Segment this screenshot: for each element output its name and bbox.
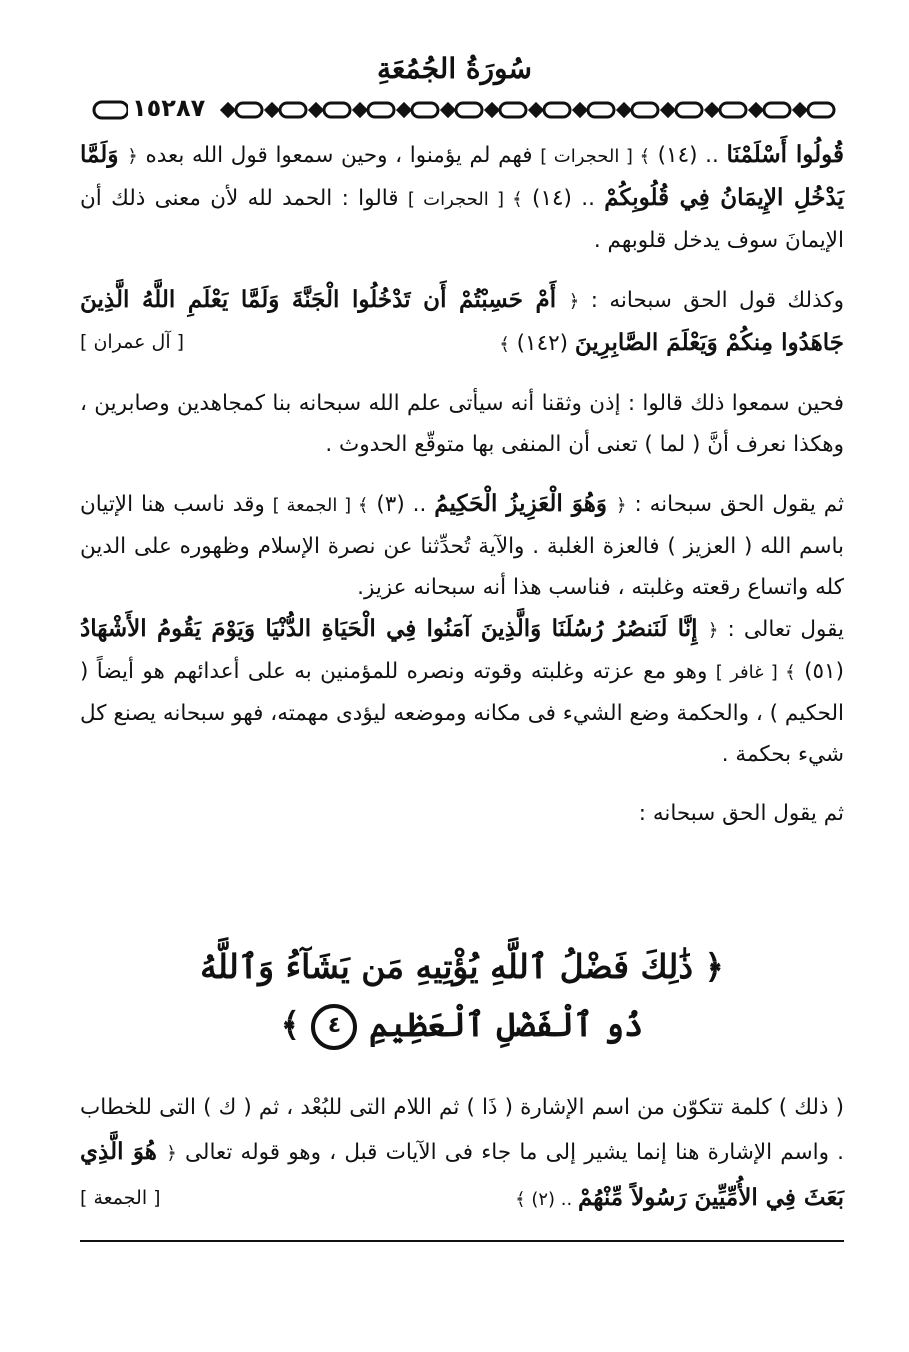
ornament-link [588, 103, 614, 117]
ornament-diamond [618, 104, 630, 116]
segment-text: .. (١٤) [522, 186, 605, 211]
verse-line-2: ذُو ٱلْفَضْلِ ٱلْعَظِيمِ [368, 1005, 644, 1044]
main-text [80, 134, 844, 834]
ornament-diamond [398, 104, 410, 116]
ornament-link [764, 103, 790, 117]
closing-text [80, 1086, 844, 1222]
ornament-diamond [750, 104, 762, 116]
ornament-diamond [530, 104, 542, 116]
segment-text: قالوا : الحمد لله لأن معنى ذلك أن الإيمانَ سوف يدخل قلوبهم . [80, 186, 844, 253]
ornament-link [236, 103, 262, 117]
ornament-link [500, 103, 526, 117]
segment-ref: ﴿ [127, 146, 138, 167]
segment-text: وكذلك قول الحق سبحانه : [579, 288, 844, 313]
quran-close-bracket: ﴾ [515, 1189, 526, 1210]
closing-text-1: ( ذلك ) كلمة تتكوّن من اسم الإشارة ( ذَا ) ثم اللام التى للبُعْد ، ثم ( ك ) التى للخطاب . واسم الإشارة هنا إنما يشير إلى ما جاء فى الآيات قبل ، وهو قوله تعالى [80, 1095, 845, 1165]
segment-ref: ﴾ [499, 334, 510, 355]
surah-reference: [ الجمعة ] [80, 1187, 161, 1209]
segment-ref: ﴾ [ الحجرات ] [540, 146, 651, 167]
ornament-link [280, 103, 306, 117]
paragraph-3 [80, 383, 844, 465]
segment-ref: ﴾ [ غافر ] [715, 662, 796, 683]
ornament-link [324, 103, 350, 117]
paragraph-6 [80, 793, 844, 834]
ornament-diamond [222, 104, 234, 116]
segment-text: يقول تعالى : [718, 617, 844, 642]
ornament-link [456, 103, 482, 117]
closing-paragraph [80, 1086, 844, 1222]
verse-line-2-wrap [80, 996, 844, 1054]
paragraph-4 [80, 483, 844, 608]
segment-quran: وَهُوَ الْعَزِيزُ الْحَكِيمُ [434, 490, 617, 517]
footer-rule [80, 1240, 844, 1242]
segment-quran: وَلَمَّا يَدْخُلِ الإِيمَانُ فِي قُلُوبِكُمْ [80, 141, 844, 211]
verse-line-1: ﴿ ذَٰلِكَ فَضْلُ ٱللَّهِ يُؤْتِيهِ مَن يَشَآءُ وَٱللَّهُ [200, 947, 724, 986]
segment-text: ثم يقول الحق سبحانه : [626, 492, 844, 517]
segment-ref: ﴿ [707, 620, 719, 641]
segment-text: ثم يقول الحق سبحانه : [638, 801, 844, 826]
ornament-diamond [662, 104, 674, 116]
ayah-ref-number: .. (٢) [525, 1189, 578, 1210]
segment-ref: ﴿ [568, 291, 580, 312]
paragraph-5 [80, 608, 844, 775]
segment-quran: إِنَّا لَنَنصُرُ رُسُلَنَا وَالَّذِينَ آمَنُوا فِي الْحَيَاةِ الدُّنْيَا وَيَوْمَ يَقُومُ الأَشْهَادُ [80, 615, 708, 642]
segment-text: فهم لم يؤمنوا ، وحين سمعوا قول الله بعده [137, 143, 541, 168]
page-number: ١٥٢٨٧ [128, 94, 209, 122]
quran-quote: هُوَ الَّذِي بَعَثَ فِي الأُمِّيِّينَ رَسُولاً مِّنْهُمْ [80, 1138, 844, 1211]
ornament-link [808, 103, 834, 117]
surah-title: سُورَةُ الجُمُعَةِ [377, 52, 532, 85]
surah-reference: [ آل عمران ] [80, 331, 185, 353]
segment-ref: ﴾ [ الجمعة ] [272, 495, 369, 516]
segment-text: وقد ناسب هنا الإتيان باسم الله ( العزيز ) فالعزة الغلبة . والآية تُحدِّثنا عن نصرة الإسلام وظهوره على الدين كله واتساع رقعته وغلبته ، فناسب هذا أنه سبحانه عزيز. [80, 492, 844, 600]
segment-quran: قُولُوا أَسْلَمْنَا [726, 141, 844, 168]
ornament-link [544, 103, 570, 117]
ornament-diamond [486, 104, 498, 116]
segment-quran: أَمْ حَسِبْتُمْ أَن تَدْخُلُوا الْجَنَّةَ وَلَمَّا يَعْلَمِ اللَّهُ الَّذِينَ جَاهَدُوا مِنكُمْ وَيَعْلَمَ الصَّابِرِينَ [80, 286, 844, 356]
segment-text: .. (٣) [368, 492, 435, 517]
ornament-diamond [442, 104, 454, 116]
segment-ref: ﴿ [616, 495, 627, 516]
segment-text: وهو مع عزته وغلبته وقوته ونصره للمؤمنين به على أعدائهم هو أيضاً ( الحكيم ) ، والحكمة وضع الشيء فى مكانه وموضعه ليؤدى مهمته، فهو سبحانه يصنع كل شيء بحكمة . [80, 659, 844, 767]
segment-text: (٥١) [795, 659, 844, 684]
verse-close-bracket: ﴾ [280, 1005, 300, 1044]
paragraph-2 [80, 279, 844, 365]
quran-open-bracket: ﴿ [166, 1143, 177, 1164]
featured-verse [80, 938, 844, 1054]
ornament-diamond [574, 104, 586, 116]
paragraph-1 [80, 134, 844, 261]
ornament-link [412, 103, 438, 117]
segment-ref: ﴾ [ الحجرات ] [407, 189, 523, 210]
ornament-diamond [354, 104, 366, 116]
ornament-diamond [266, 104, 278, 116]
ayah-number-marker: ٤ [311, 1004, 357, 1050]
ornament-link [368, 103, 394, 117]
segment-text: .. (١٤) [650, 143, 727, 168]
ornament-diamond [310, 104, 322, 116]
segment-text: (١٤٢) [509, 331, 575, 356]
ornament-diamond [706, 104, 718, 116]
ornament-diamond [794, 104, 806, 116]
ornament-link [676, 103, 702, 117]
ornament-link [720, 103, 746, 117]
ornament-link [632, 103, 658, 117]
segment-text: فحين سمعوا ذلك قالوا : إذن وثقنا أنه سيأتى علم الله سبحانه بنا كمجاهدين وصابرين ، وهكذا نعرف أنَّ ( لما ) تعنى أن المنفى بها متوقّع الحدوث . [80, 391, 844, 457]
